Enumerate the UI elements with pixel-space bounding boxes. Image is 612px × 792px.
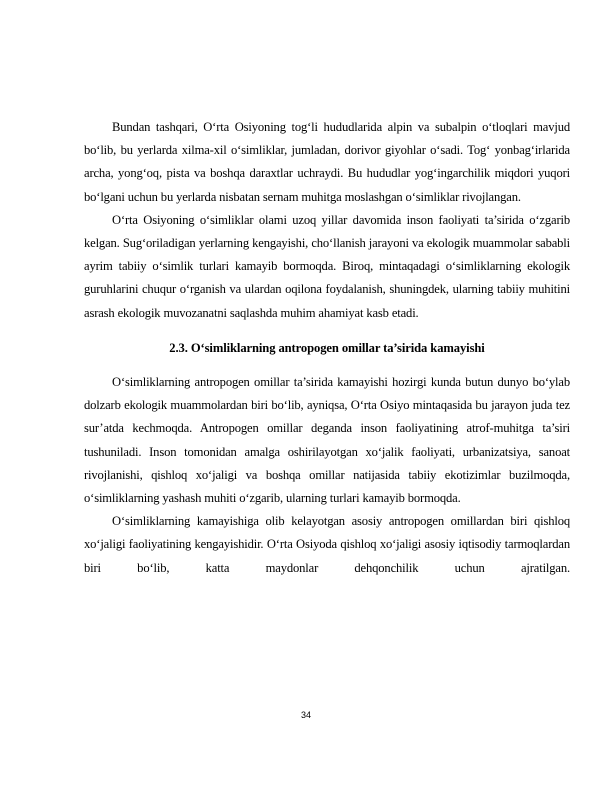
paragraph-human-impact: O‘rta Osiyoning o‘simliklar olami uzoq yillar davomida inson faoliyati ta’sirida o‘zgarib kelgan. Sug‘oriladigan yerlarning kengayishi, cho‘llanish jarayoni va ekologik muammolar sababli ayrim tabiiy o‘simlik turlari kamayib bormoqda. Biroq, mintaqadagi o‘simliklarning ekologik guruhlarini chuqur o‘rganish va ulardan oqilona foydalanish, shuningdek, ularning tabiiy muhitini asrash ekologik muvozanatni saqlashda muhim ahamiyat kasb etadi. [84,212,570,320]
paragraph-anthropogen-factors: O‘simliklarning antropogen omillar ta’sirida kamayishi hozirgi kunda butun dunyo bo‘ylab dolzarb ekologik muammolardan biri bo‘lib, ayniqsa, O‘rta Osiyo mintaqasida bu jarayon juda tez sur’atda kechmoqda. Antropogen omillar deganda inson faoliyatining atrof-muhitga ta’siri tushuniladi. Inson tomonidan amalga oshirilayotgan xo‘jalik faoliyati, urbanizatsiya, sanoat rivojlanishi, qishloq xo‘jaligi va boshqa omillar natijasida tabiiy ekotizimlar buzilmoqda, o‘simliklarning yashash muhiti o‘zgarib, ularning turlari kamayib bormoqda. [84,375,570,506]
page-number: 34 [300,710,311,720]
paragraph-agriculture: O‘simliklarning kamayishiga olib kelayotgan asosiy antropogen omillardan biri qishloq xo‘jaligi faoliyatining kengayishidir. O‘rta Osiyoda qishloq xo‘jaligi asosiy iqtisodiy tarmoqlardan biri bo‘lib, katta maydonlar dehqonchilik uchun ajratilgan. [84,514,570,575]
paragraph-mountain-meadows: Bundan tashqari, O‘rta Osiyoning tog‘li hududlarida alpin va subalpin o‘tloqlari mavjud bo‘lib, bu yerlarda xilma-xil o‘simliklar, jumladan, dorivor giyohlar o‘sadi. Tog‘ yonbag‘irlarida archa, yong‘oq, pista va boshqa daraxtlar uchraydi. Bu hududlar yog‘ingarchilik miqdori yuqori bo‘lgani uchun bu yerlarda nisbatan sernam muhitga moslashgan o‘simliklar rivojlangan. [84,120,570,204]
section-heading: 2.3. O‘simliklarning antropogen omillar ta’sirida kamayishi [169,340,485,355]
document-page [84,116,570,580]
